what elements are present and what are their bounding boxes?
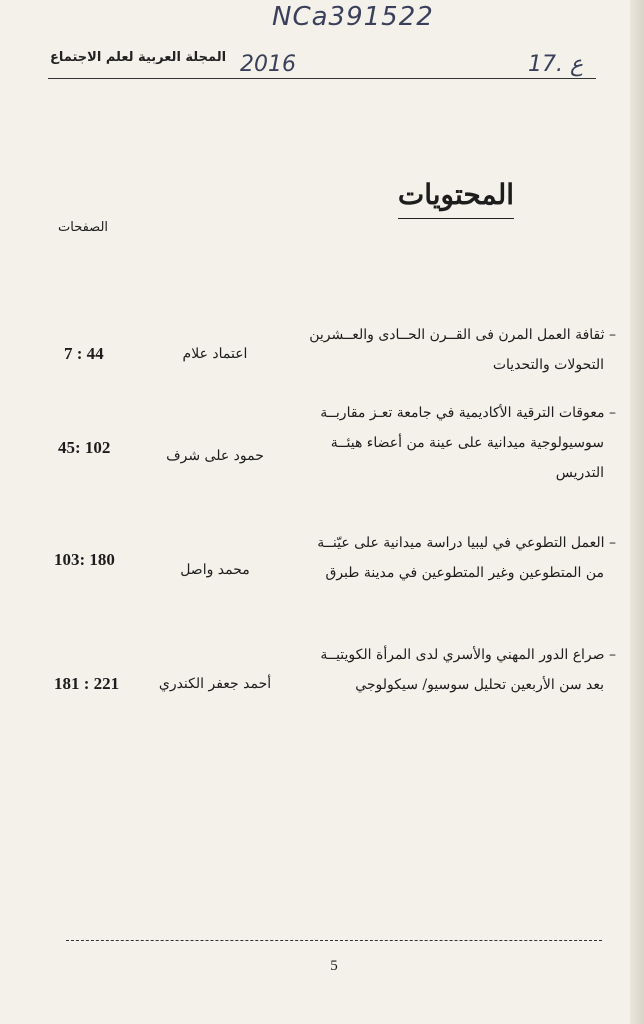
toc-entry-title-line: – العمل التطوعي في ليبيا دراسة ميدانية على عيّنــة (317, 535, 616, 551)
toc-entry-title-line: – معوقات الترقية الأكاديمية في جامعة تعـز مقاربــة (320, 405, 616, 421)
issue-handwritten: ع .17 (528, 52, 584, 77)
pages-column-label: الصفحات (58, 220, 109, 235)
toc-entry-pages: 103: 180 (54, 550, 115, 569)
toc-entry-title (286, 398, 616, 488)
header-divider (48, 78, 596, 79)
journal-title: المجلة العربية لعلم الاجتماع (50, 50, 227, 65)
toc-entry-title-line: التحولات والتحديات (492, 357, 604, 373)
toc-entry-title-line: – ثقافة العمل المرن فى القــرن الحــادى والعــشرين (309, 327, 616, 343)
toc-entry-title (286, 640, 616, 700)
page-edge (630, 0, 644, 1024)
toc-entry-author: اعتماد علام (182, 346, 248, 362)
toc-entry-author: محمد واصل (180, 562, 250, 578)
toc-entry-title (286, 320, 616, 380)
toc-entry-title-line: – صراع الدور المهني والأسري لدى المرأة الكويتيــة (320, 647, 616, 663)
toc-entry-title-line: التدريس (555, 465, 604, 481)
toc-entry-title (286, 528, 616, 588)
year-handwritten: 2016 (240, 52, 296, 77)
toc-entry-title-line: بعد سن الأربعين تحليل سوسيو/ سيكولوجي (355, 677, 604, 693)
toc-entry-pages: 181 : 221 (54, 674, 120, 693)
catalog-code-handwritten: NCa391522 (272, 2, 434, 32)
toc-entry-title-line: من المتطوعين وغير المتطوعين في مدينة طبرق (325, 565, 604, 581)
toc-entry-pages: 7 : 44 (64, 344, 104, 363)
toc-entry-pages: 45: 102 (58, 438, 111, 457)
footer-divider (66, 940, 602, 941)
toc-entry-title-line: سوسيولوجية ميدانية على عينة من أعضاء هيئــة (330, 435, 604, 451)
toc-title-underline (398, 218, 514, 219)
page-number: 5 (330, 958, 338, 974)
toc-title: المحتويات (397, 178, 514, 211)
toc-entry-author: أحمد جعفر الكندري (158, 676, 272, 692)
toc-entry-author: حمود على شرف (166, 448, 264, 464)
